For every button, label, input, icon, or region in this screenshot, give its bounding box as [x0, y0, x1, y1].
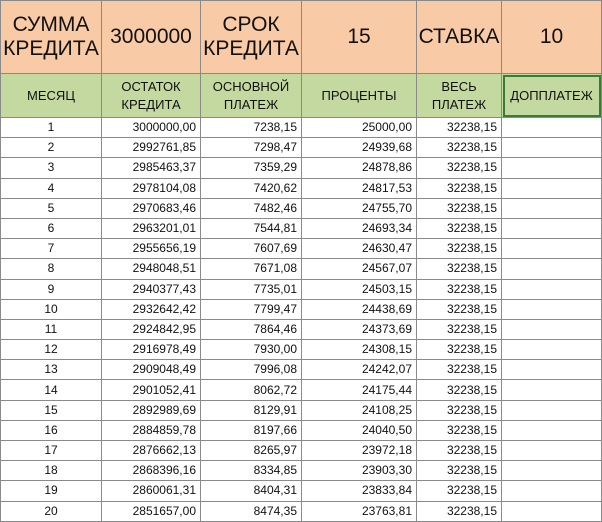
cell-extra-payment[interactable] [502, 239, 602, 259]
cell-total-payment[interactable]: 32238,15 [417, 360, 502, 380]
cell-principal-payment[interactable]: 7799,47 [201, 299, 302, 319]
cell-principal-payment[interactable]: 8404,31 [201, 481, 302, 501]
cell-month[interactable]: 16 [1, 420, 102, 440]
cell-total-payment[interactable]: 32238,15 [417, 198, 502, 218]
cell-interest[interactable]: 24817,53 [302, 178, 417, 198]
cell-extra-payment[interactable] [502, 420, 602, 440]
cell-remaining-balance[interactable]: 2932642,42 [102, 299, 201, 319]
term-label[interactable]: СРОК КРЕДИТА [201, 1, 302, 74]
table-row [1, 218, 602, 238]
cell-remaining-balance[interactable]: 2916978,49 [102, 340, 201, 360]
cell-principal-payment[interactable]: 7420,62 [201, 178, 302, 198]
cell-remaining-balance[interactable]: 2901052,41 [102, 380, 201, 400]
header-principal-payment[interactable]: ОСНОВНОЙ ПЛАТЕЖ [201, 74, 302, 118]
loan-amount-label[interactable]: СУММА КРЕДИТА [1, 1, 102, 74]
cell-month[interactable]: 19 [1, 481, 102, 501]
cell-principal-payment[interactable]: 7238,15 [201, 118, 302, 138]
cell-month[interactable]: 10 [1, 299, 102, 319]
cell-interest[interactable]: 24373,69 [302, 319, 417, 339]
cell-total-payment[interactable]: 32238,15 [417, 319, 502, 339]
cell-month[interactable]: 14 [1, 380, 102, 400]
table-row [1, 299, 602, 319]
cell-total-payment[interactable]: 32238,15 [417, 259, 502, 279]
cell-month[interactable]: 20 [1, 501, 102, 521]
cell-remaining-balance[interactable]: 2909048,49 [102, 360, 201, 380]
header-interest[interactable]: ПРОЦЕНТЫ [302, 74, 417, 118]
cell-extra-payment[interactable] [502, 158, 602, 178]
cell-total-payment[interactable]: 32238,15 [417, 340, 502, 360]
cell-total-payment[interactable]: 32238,15 [417, 441, 502, 461]
loan-amount-value[interactable]: 3000000 [102, 1, 201, 74]
rate-value[interactable]: 10 [502, 1, 602, 74]
cell-total-payment[interactable]: 32238,15 [417, 501, 502, 521]
cell-principal-payment[interactable]: 8265,97 [201, 441, 302, 461]
cell-total-payment[interactable]: 32238,15 [417, 299, 502, 319]
rate-label[interactable]: СТАВКА [417, 1, 502, 74]
cell-interest[interactable]: 24040,50 [302, 420, 417, 440]
table-row [1, 178, 602, 198]
cell-interest[interactable]: 24438,69 [302, 299, 417, 319]
table-row [1, 279, 602, 299]
cell-total-payment[interactable]: 32238,15 [417, 158, 502, 178]
cell-month[interactable]: 9 [1, 279, 102, 299]
cell-extra-payment[interactable] [502, 118, 602, 138]
cell-remaining-balance[interactable]: 2884859,78 [102, 420, 201, 440]
table-row [1, 380, 602, 400]
cell-remaining-balance[interactable]: 2955656,19 [102, 239, 201, 259]
cell-total-payment[interactable]: 32238,15 [417, 218, 502, 238]
cell-extra-payment[interactable] [502, 340, 602, 360]
table-row [1, 198, 602, 218]
cell-principal-payment[interactable]: 8197,66 [201, 420, 302, 440]
cell-interest[interactable]: 24939,68 [302, 138, 417, 158]
cell-remaining-balance[interactable]: 2892989,69 [102, 400, 201, 420]
cell-month[interactable]: 15 [1, 400, 102, 420]
params-row [1, 1, 602, 74]
cell-principal-payment[interactable]: 8062,72 [201, 380, 302, 400]
schedule-rows [1, 118, 602, 522]
cell-principal-payment[interactable]: 7607,69 [201, 239, 302, 259]
table-row [1, 239, 602, 259]
cell-remaining-balance[interactable]: 3000000,00 [102, 118, 201, 138]
cell-interest[interactable]: 23833,84 [302, 481, 417, 501]
table-row [1, 420, 602, 440]
cell-extra-payment[interactable] [502, 441, 602, 461]
cell-interest[interactable]: 24755,70 [302, 198, 417, 218]
cell-extra-payment[interactable] [502, 299, 602, 319]
cell-extra-payment[interactable] [502, 279, 602, 299]
cell-month[interactable]: 12 [1, 340, 102, 360]
table-row [1, 461, 602, 481]
cell-interest[interactable]: 25000,00 [302, 118, 417, 138]
cell-remaining-balance[interactable]: 2970683,46 [102, 198, 201, 218]
cell-remaining-balance[interactable]: 2978104,08 [102, 178, 201, 198]
cell-extra-payment[interactable] [502, 138, 602, 158]
cell-month[interactable]: 13 [1, 360, 102, 380]
cell-remaining-balance[interactable]: 2992761,85 [102, 138, 201, 158]
cell-extra-payment[interactable] [502, 198, 602, 218]
cell-total-payment[interactable]: 32238,15 [417, 279, 502, 299]
cell-interest[interactable]: 23972,18 [302, 441, 417, 461]
cell-month[interactable]: 4 [1, 178, 102, 198]
cell-interest[interactable]: 24878,86 [302, 158, 417, 178]
cell-extra-payment[interactable] [502, 400, 602, 420]
cell-interest[interactable]: 24242,07 [302, 360, 417, 380]
header-remaining-balance[interactable]: ОСТАТОК КРЕДИТА [102, 74, 201, 118]
cell-interest[interactable]: 23763,81 [302, 501, 417, 521]
table-row [1, 319, 602, 339]
cell-principal-payment[interactable]: 7735,01 [201, 279, 302, 299]
cell-month[interactable]: 8 [1, 259, 102, 279]
cell-extra-payment[interactable] [502, 259, 602, 279]
cell-total-payment[interactable]: 32238,15 [417, 380, 502, 400]
table-row [1, 501, 602, 521]
cell-remaining-balance[interactable]: 2963201,01 [102, 218, 201, 238]
table-row [1, 441, 602, 461]
header-extra-payment[interactable]: ДОППЛАТЕЖ [502, 74, 602, 118]
header-row [1, 74, 602, 118]
cell-total-payment[interactable]: 32238,15 [417, 400, 502, 420]
cell-principal-payment[interactable]: 7996,08 [201, 360, 302, 380]
table-row [1, 360, 602, 380]
header-total-payment[interactable]: ВЕСЬ ПЛАТЕЖ [417, 74, 502, 118]
table-row [1, 138, 602, 158]
cell-month[interactable]: 1 [1, 118, 102, 138]
cell-remaining-balance[interactable]: 2860061,31 [102, 481, 201, 501]
cell-principal-payment[interactable]: 7359,29 [201, 158, 302, 178]
cell-month[interactable]: 17 [1, 441, 102, 461]
cell-interest[interactable]: 24693,34 [302, 218, 417, 238]
cell-total-payment[interactable]: 32238,15 [417, 138, 502, 158]
cell-extra-payment[interactable] [502, 360, 602, 380]
cell-interest[interactable]: 23903,30 [302, 461, 417, 481]
cell-interest[interactable]: 24503,15 [302, 279, 417, 299]
table-row [1, 400, 602, 420]
table-row [1, 340, 602, 360]
cell-total-payment[interactable]: 32238,15 [417, 461, 502, 481]
table-row [1, 259, 602, 279]
cell-remaining-balance[interactable]: 2940377,43 [102, 279, 201, 299]
cell-remaining-balance[interactable]: 2851657,00 [102, 501, 201, 521]
table-row [1, 118, 602, 138]
cell-month[interactable]: 6 [1, 218, 102, 238]
cell-interest[interactable]: 24108,25 [302, 400, 417, 420]
cell-month[interactable]: 18 [1, 461, 102, 481]
cell-remaining-balance[interactable]: 2924842,95 [102, 319, 201, 339]
cell-principal-payment[interactable]: 8474,35 [201, 501, 302, 521]
cell-principal-payment[interactable]: 7544,81 [201, 218, 302, 238]
cell-month[interactable]: 5 [1, 198, 102, 218]
table-row [1, 158, 602, 178]
cell-interest[interactable]: 24567,07 [302, 259, 417, 279]
cell-remaining-balance[interactable]: 2948048,51 [102, 259, 201, 279]
cell-remaining-balance[interactable]: 2868396,16 [102, 461, 201, 481]
cell-extra-payment[interactable] [502, 319, 602, 339]
cell-principal-payment[interactable]: 7298,47 [201, 138, 302, 158]
term-value[interactable]: 15 [302, 1, 417, 74]
cell-total-payment[interactable]: 32238,15 [417, 178, 502, 198]
cell-total-payment[interactable]: 32238,15 [417, 239, 502, 259]
cell-extra-payment[interactable] [502, 461, 602, 481]
cell-extra-payment[interactable] [502, 481, 602, 501]
cell-extra-payment[interactable] [502, 218, 602, 238]
cell-month[interactable]: 2 [1, 138, 102, 158]
cell-extra-payment[interactable] [502, 380, 602, 400]
header-month[interactable]: МЕСЯЦ [1, 74, 102, 118]
cell-principal-payment[interactable]: 8129,91 [201, 400, 302, 420]
cell-extra-payment[interactable] [502, 178, 602, 198]
cell-month[interactable]: 7 [1, 239, 102, 259]
table-row [1, 481, 602, 501]
cell-principal-payment[interactable]: 7482,46 [201, 198, 302, 218]
cell-principal-payment[interactable]: 7864,46 [201, 319, 302, 339]
cell-interest[interactable]: 24630,47 [302, 239, 417, 259]
cell-principal-payment[interactable]: 7671,08 [201, 259, 302, 279]
cell-remaining-balance[interactable]: 2985463,37 [102, 158, 201, 178]
cell-extra-payment[interactable] [502, 501, 602, 521]
cell-total-payment[interactable]: 32238,15 [417, 420, 502, 440]
cell-principal-payment[interactable]: 7930,00 [201, 340, 302, 360]
cell-total-payment[interactable]: 32238,15 [417, 481, 502, 501]
cell-month[interactable]: 11 [1, 319, 102, 339]
cell-interest[interactable]: 24175,44 [302, 380, 417, 400]
cell-interest[interactable]: 24308,15 [302, 340, 417, 360]
cell-remaining-balance[interactable]: 2876662,13 [102, 441, 201, 461]
cell-total-payment[interactable]: 32238,15 [417, 118, 502, 138]
cell-month[interactable]: 3 [1, 158, 102, 178]
cell-principal-payment[interactable]: 8334,85 [201, 461, 302, 481]
